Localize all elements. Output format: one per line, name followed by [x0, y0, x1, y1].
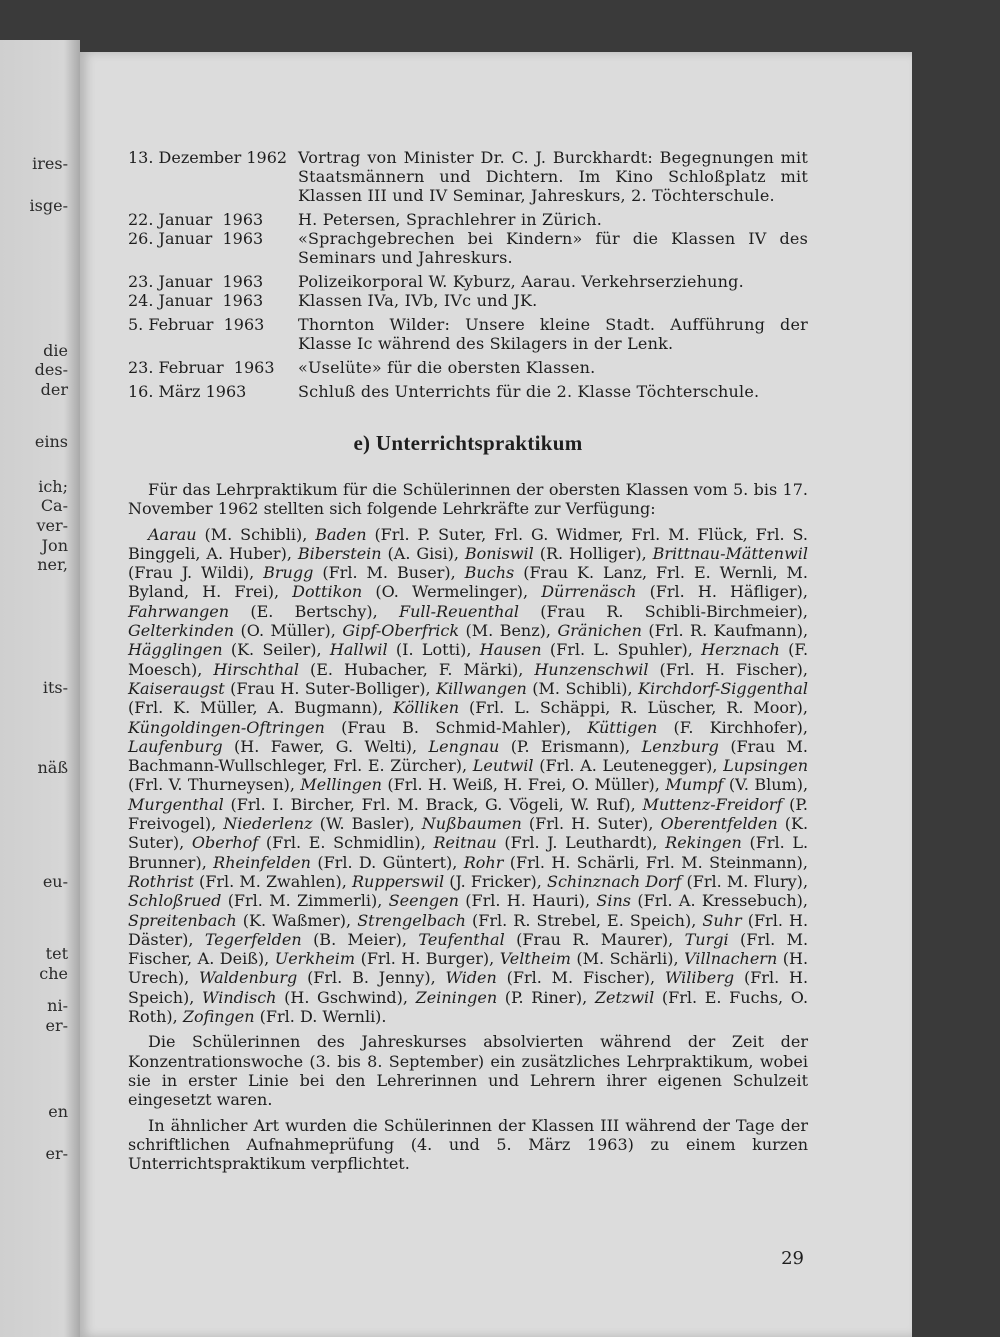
placement-teachers: (Frl. D. Wernli): [259, 1007, 382, 1027]
placement-teachers: (A. Gisi): [387, 543, 454, 563]
placement-teachers: (Frau K. Lanz, Frl. E. Wernli, M. Byland, H. Frei): [128, 563, 809, 602]
placement-teachers: (R. Holliger): [539, 543, 642, 563]
placement-teachers: (Frl. A. Leutenegger): [539, 756, 713, 776]
placement-place: Niederlenz: [223, 814, 313, 834]
placement-place: Herznach: [701, 640, 780, 660]
previous-page-fragment: des-: [34, 360, 68, 379]
placement-place: Muttenz-Freidorf: [642, 794, 783, 814]
placement-place: Baden: [315, 524, 367, 544]
placement-teachers: (Frl. H. Weiß, H. Frei, O. Müller): [387, 775, 655, 795]
placement-place: Killwangen: [435, 678, 527, 698]
placement-teachers: (M. Schibli): [532, 678, 628, 698]
placement-place: Fahrwangen: [128, 601, 230, 621]
event-row: [128, 272, 808, 291]
placement-place: Teufenthal: [418, 929, 505, 949]
page-content: [128, 148, 808, 1179]
event-description: «Uselüte» für die obersten Klassen.: [298, 358, 596, 377]
event-row: [128, 229, 808, 267]
previous-page-fragment: ner,: [37, 555, 68, 574]
placement-place: Waldenburg: [199, 968, 298, 988]
previous-page-fragment: Jon: [41, 536, 68, 555]
intro-paragraph: Für das Lehrpraktikum für die Schülerinnen der obersten Klassen vom 5. bis 17. November 1962 stellten sich folgende Lehrkräfte zur Verfügung:: [128, 480, 808, 519]
placement-place: Kaiseraugst: [128, 678, 225, 698]
placement-place: Boniswil: [464, 543, 534, 563]
placement-place: Sins: [596, 891, 631, 911]
previous-page-fragment: eins: [34, 432, 68, 451]
placement-place: Schloßrued: [128, 891, 222, 911]
placement-teachers: (Frl. B. Jenny): [307, 968, 431, 988]
event-row: [128, 315, 808, 353]
placement-teachers: (W. Basler): [319, 814, 410, 834]
placement-place: Zeiningen: [415, 987, 498, 1007]
placement-place: Reitnau: [433, 833, 497, 853]
previous-page-fragment: ich;: [38, 477, 68, 496]
placement-teachers: (P. Riner): [504, 987, 583, 1007]
placement-teachers: (Frl. H. Fischer): [659, 659, 803, 679]
placement-place: Rheinfelden: [213, 852, 311, 872]
placement-place: Laufenburg: [128, 736, 223, 756]
page-number: 29: [781, 1248, 804, 1269]
placement-teachers: (Frl. L. Schäppi, R. Lüscher, R. Moor): [469, 698, 803, 718]
placement-place: Kirchdorf-Siggenthal: [638, 678, 809, 698]
placement-place: Lenzburg: [641, 736, 719, 756]
placement-place: Spreitenbach: [128, 910, 237, 930]
event-description: Thornton Wilder: Unsere kleine Stadt. Aufführung der Klasse Ic während des Skilagers in der Lenk.: [298, 315, 808, 353]
placement-place: Oberhof: [191, 833, 259, 853]
event-row: [128, 358, 808, 377]
placement-place: Gränichen: [557, 621, 642, 641]
placement-teachers: (Frau R. Schibli-Birchmeier): [540, 601, 803, 621]
placement-teachers: (M. Schärli): [576, 949, 674, 969]
placement-teachers: (Frl. E. Schmidlin): [265, 833, 421, 853]
event-description: «Sprachgebrechen bei Kindern» für die Klassen IV des Seminars und Jahreskurs.: [298, 229, 808, 267]
placement-place: Leutwil: [472, 756, 534, 776]
placement-place: Nußbaumen: [421, 814, 522, 834]
placement-teachers: (Frl. H. Burger): [360, 949, 490, 969]
event-description: Schluß des Unterrichts für die 2. Klasse Töchterschule.: [298, 382, 760, 401]
placement-teachers: (Frl. E. Fuchs, O. Roth): [128, 987, 809, 1027]
placement-place: Dottikon: [292, 582, 363, 602]
placement-teachers: (Frau B. Schmid-Mahler): [341, 717, 567, 737]
placement-teachers: (Frl. L. Spuhler): [549, 640, 688, 660]
placement-teachers: (E. Hubacher, F. Märki): [309, 659, 519, 679]
placement-place: Buchs: [464, 563, 515, 583]
previous-page-fragment: er-: [45, 1144, 68, 1163]
placement-place: Dürrenäsch: [541, 582, 637, 602]
placement-teachers: (J. Fricker): [449, 871, 537, 891]
previous-page-fragment: che: [39, 964, 68, 983]
placement-teachers: (Frl. D. Güntert): [317, 852, 453, 872]
event-row: [128, 382, 808, 401]
placement-place: Zofingen: [182, 1007, 255, 1027]
placement-place: Hirschthal: [213, 659, 299, 679]
placement-teachers: (P. Erismann): [510, 736, 626, 756]
placement-place: Hausen: [479, 640, 542, 660]
placement-place: Windisch: [202, 987, 277, 1007]
placement-place: Gelterkinden: [128, 621, 235, 641]
placement-place: Villnachern: [684, 949, 778, 969]
event-date: 5. Februar 1963: [128, 315, 265, 334]
placement-place: Schinznach Dorf: [546, 871, 682, 891]
placement-teachers: (H. Gschwind): [284, 987, 403, 1007]
placement-place: Gipf-Oberfrick: [342, 621, 460, 641]
placement-place: Rupperswil: [351, 871, 445, 891]
event-date: 16. März 1963: [128, 382, 247, 401]
placement-place: Murgenthal: [128, 794, 224, 814]
placement-place: Rohr: [463, 852, 504, 872]
placement-teachers: (Frl. H. Speich): [128, 968, 809, 1007]
placement-teachers: (Frl. H. Däster): [128, 910, 809, 949]
entrance-exam-paragraph: In ähnlicher Art wurden die Schülerinnen der Klassen III während der Tage der schriftlichen Aufnahmeprüfung (4. und 5. März 1963) zu einem kurzen Unterrichtspraktikum verpflichtet.: [128, 1115, 808, 1174]
placement-teachers: (Frl. M. Flury): [686, 871, 803, 891]
placement-teachers: (K. Suter): [128, 814, 809, 853]
event-date: 13. Dezember 1962: [128, 148, 288, 167]
placement-place: Hunzenschwil: [534, 659, 649, 679]
placement-place: Tegerfelden: [204, 929, 302, 949]
placement-teachers: (H. Urech): [128, 949, 809, 988]
placement-teachers: (Frl. K. Müller, A. Bugmann): [128, 698, 379, 718]
placement-teachers: (F. Kirchhofer): [673, 717, 803, 737]
event-date: 22. Januar 1963: [128, 210, 264, 229]
placement-teachers: (Frau J. Wildi): [128, 563, 250, 583]
placement-teachers: (Frl. H. Häfliger): [649, 582, 803, 602]
event-description: Klassen IVa, IVb, IVc und JK.: [298, 291, 538, 310]
placements-paragraph: Aarau (M. Schibli), Baden (Frl. P. Suter, Frl. G. Widmer, Frl. M. Flück, Frl. S. Binggeli, A. Huber), Biberstein (A. Gisi), Boniswil (R. Holliger), Brittnau-Mättenwil (Frau J. Wildi), Brugg (Frl. M. Buser), Buchs (Frau K. Lanz, Frl. E. Wernli, M. Byland, H. Frei), Dottikon (O. Wermelinger), Dürrenäsch (Frl. H. Häfliger), Fahrwangen (E. Bertschy), Full-Reuenthal (Frau R. Schibli-Birchmeier), Gelterkinden (O. Müller), Gipf-Oberfrick (M. Benz), Gränichen (Frl. R. Kaufmann), Hägglingen (K. Seiler), Hallwil (I. Lotti), Hausen (Frl. L. Spuhler), Herznach (F. Moesch), Hirschthal (E. Hubacher, F. Märki), Hunzenschwil (Frl. H. Fischer), Kaiseraugst (Frau H. Suter-Bolliger), Killwangen (M. Schibli), Kirchdorf-Siggenthal (Frl. K. Müller, A. Bugmann), Kölliken (Frl. L. Schäppi, R. Lüscher, R. Moor), Küngoldingen-Oftringen (Frau B. Schmid-Mahler), Küttigen (F. Kirchhofer), Laufenburg (H. Fawer, G. Welti), Lengnau (P. Erismann), Lenzburg (Frau M. Bachmann-Wullschleger, Frl. E. Zürcher), Leutwil (Frl. A. Leutenegger), Lupsingen (Frl. V. Thurneysen), Mellingen (Frl. H. Weiß, H. Frei, O. Müller), Mumpf (V. Blum), Murgenthal (Frl. I. Bircher, Frl. M. Brack, G. Vögeli, W. Ruf), Muttenz-Freidorf (P. Freivogel), Niederlenz (W. Basler), Nußbaumen (Frl. H. Suter), Oberentfelden (K. Suter), Oberhof (Frl. E. Schmidlin), Reitnau (Frl. J. Leuthardt), Rekingen (Frl. L. Brunner), Rheinfelden (Frl. D. Güntert), Rohr (Frl. H. Schärli, Frl. M. Steinmann), Rothrist (Frl. M. Zwahlen), Rupperswil (J. Fricker), Schinznach Dorf (Frl. M. Flury), Schloßrued (Frl. M. Zimmerli), Seengen (Frl. H. Hauri), Sins (Frl. A. Kressebuch), Spreitenbach (K. Waßmer), Strengelbach (Frl. R. Strebel, E. Speich), Suhr (Frl. H. Däster), Tegerfelden (B. Meier), Teufenthal (Frau R. Maurer), Turgi (Frl. M. Fischer, A. Deiß), Uerkheim (Frl. H. Burger), Veltheim (M. Schärli), Villnachern (H. Urech), Waldenburg (Frl. B. Jenny), Widen (Frl. M. Fischer), Wiliberg (Frl. H. Speich), Windisch (H. Gschwind), Zeiningen (P. Riner), Zetzwil (Frl. E. Fuchs, O. Roth), Zofingen (Frl. D. Wernli).: [128, 524, 809, 1027]
placement-place: Rothrist: [128, 871, 194, 891]
placement-teachers: (Frl. P. Suter, Frl. G. Widmer, Frl. M. Flück, Frl. S. Binggeli, A. Huber): [128, 524, 809, 563]
placement-place: Seengen: [388, 891, 459, 911]
previous-page-fragment: ires-: [32, 154, 68, 173]
previous-page-edge: [0, 40, 80, 1337]
placement-teachers: (M. Schibli): [204, 524, 303, 544]
placement-teachers: (K. Seiler): [230, 640, 317, 660]
placement-teachers: (Frau M. Bachmann-Wullschleger, Frl. E. Zürcher): [128, 736, 809, 776]
placement-teachers: (E. Bertschy): [250, 601, 373, 621]
placement-teachers: (Frau R. Maurer): [516, 929, 669, 949]
previous-page-fragment: its-: [42, 678, 68, 697]
placement-teachers: (Frl. R. Strebel, E. Speich): [471, 910, 692, 930]
event-list: [128, 148, 808, 401]
previous-page-fragment: eu-: [42, 872, 68, 891]
placement-teachers: (H. Fawer, G. Welti): [234, 736, 412, 756]
previous-page-fragment: ver-: [36, 516, 68, 535]
event-row: [128, 291, 808, 310]
placement-place: Hallwil: [329, 640, 388, 660]
previous-page-fragment: näß: [37, 758, 68, 777]
placement-place: Hägglingen: [128, 640, 223, 660]
event-description: Vortrag von Minister Dr. C. J. Burckhardt: Begegnungen mit Staatsmännern und Dichtern. Im Kino Schloßplatz mit Klassen III und IV Seminar, Jahreskurs, 2. Töchterschule.: [298, 148, 808, 205]
placement-teachers: (Frl. M. Fischer, A. Deiß): [128, 929, 809, 969]
placement-place: Oberentfelden: [660, 814, 778, 834]
placement-place: Aarau: [148, 524, 197, 544]
previous-page-fragment: er-: [45, 1016, 68, 1035]
previous-page-fragment: der: [40, 380, 68, 399]
previous-page-fragment: isge-: [29, 196, 68, 215]
placement-place: Suhr: [702, 910, 742, 930]
placement-teachers: (Frau H. Suter-Bolliger): [230, 678, 426, 698]
event-date: 23. Februar 1963: [128, 358, 275, 377]
placement-teachers: (I. Lotti): [395, 640, 467, 660]
placement-place: Rekingen: [665, 833, 742, 853]
placement-place: Biberstein: [297, 543, 382, 563]
placement-teachers: (Frl. H. Hauri): [465, 891, 585, 911]
placement-teachers: (P. Freivogel): [128, 794, 809, 834]
placement-place: Uerkheim: [274, 949, 356, 969]
document-page: [80, 52, 912, 1337]
event-row: [128, 210, 808, 229]
placement-teachers: (O. Müller): [240, 621, 331, 641]
placement-place: Zetzwil: [594, 987, 655, 1007]
placement-place: Full-Reuenthal: [399, 601, 520, 621]
event-date: 26. Januar 1963: [128, 229, 264, 248]
event-description: Polizeikorporal W. Kyburz, Aarau. Verkehrserziehung.: [298, 272, 744, 291]
placement-teachers: (Frl. J. Leuthardt): [504, 833, 653, 853]
placement-teachers: (Frl. M. Buser): [322, 563, 451, 583]
placement-place: Turgi: [684, 929, 729, 949]
placement-place: Brittnau-Mättenwil: [652, 543, 808, 563]
previous-page-fragment: en: [48, 1102, 68, 1121]
event-date: 24. Januar 1963: [128, 291, 264, 310]
placement-teachers: (Frl. M. Zwahlen): [198, 871, 342, 891]
placement-teachers: (Frl. H. Suter): [528, 814, 649, 834]
section-heading: e) Unterrichtspraktikum: [353, 431, 583, 455]
placement-place: Wiliberg: [664, 968, 735, 988]
placement-teachers: (K. Waßmer): [242, 910, 346, 930]
placement-place: Lengnau: [428, 736, 500, 756]
previous-page-fragment: die: [43, 341, 68, 360]
event-row: [128, 148, 808, 205]
placement-teachers: (F. Moesch): [128, 640, 809, 679]
event-description: H. Petersen, Sprachlehrer in Zürich.: [298, 210, 602, 229]
placement-teachers: (Frl. L. Brunner): [128, 833, 809, 872]
placement-teachers: (V. Blum): [728, 775, 803, 795]
placement-place: Küngoldingen-Oftringen: [128, 717, 325, 737]
placement-teachers: (Frl. M. Fischer): [506, 968, 651, 988]
placement-place: Widen: [445, 968, 497, 988]
placement-place: Kölliken: [393, 698, 460, 718]
placement-teachers: (Frl. R. Kaufmann): [648, 621, 803, 641]
placement-place: Brugg: [263, 563, 314, 583]
previous-page-fragment: ni-: [47, 996, 68, 1015]
placement-teachers: (Frl. M. Zimmerli): [227, 891, 378, 911]
placement-place: Veltheim: [499, 949, 571, 969]
placement-teachers: (Frl. V. Thurneysen): [128, 775, 290, 795]
event-date: 23. Januar 1963: [128, 272, 264, 291]
placement-place: Lupsingen: [723, 756, 808, 776]
placement-teachers: (Frl. A. Kressebuch): [637, 891, 803, 911]
placement-teachers: (B. Meier): [313, 929, 402, 949]
previous-page-fragment: tet: [45, 944, 68, 963]
previous-page-fragment: Ca-: [40, 496, 68, 515]
placement-place: Küttigen: [587, 717, 658, 737]
placement-place: Strengelbach: [357, 910, 466, 930]
placement-teachers: (O. Wermelinger): [375, 582, 524, 602]
placement-teachers: (M. Benz): [465, 621, 546, 641]
placement-place: Mellingen: [300, 775, 382, 795]
concentration-week-paragraph: Die Schülerinnen des Jahreskurses absolvierten während der Zeit der Konzentrationswoche (3. bis 8. September) ein zusätzliches Lehrpraktikum, wobei sie in erster Linie bei den Lehrerinnen und Lehrern ihrer eigenen Schulzeit eingesetzt waren.: [128, 1032, 808, 1110]
placement-teachers: (Frl. H. Schärli, Frl. M. Steinmann): [509, 852, 803, 872]
placement-place: Mumpf: [665, 775, 724, 795]
placement-teachers: (Frl. I. Bircher, Frl. M. Brack, G. Vögeli, W. Ruf): [230, 794, 631, 814]
